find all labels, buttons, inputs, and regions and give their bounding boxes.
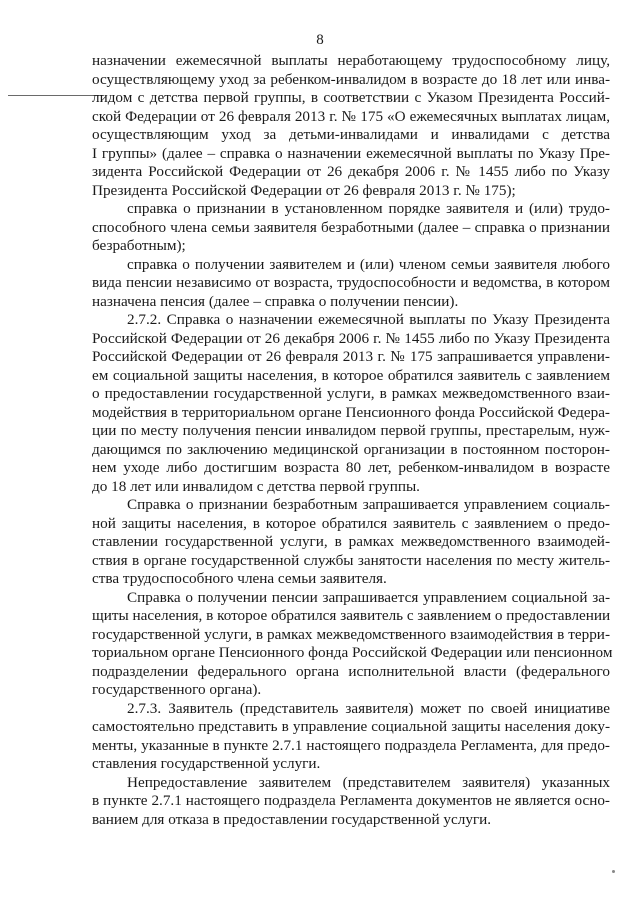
text-line: ториальном органе Пенсионного фонда Российской Федерации или пенсионном xyxy=(92,644,613,661)
page-number: 8 xyxy=(316,32,324,48)
text-line: Непредоставление заявителем (представителем заявителя) указанных xyxy=(127,773,610,791)
paragraph xyxy=(92,52,610,200)
paragraph xyxy=(92,256,610,312)
paragraph xyxy=(92,774,610,830)
text-line: дающимся по заключению медицинской организации в постоянном посторон- xyxy=(92,440,610,458)
text-line: самостоятельно представить в управление социальной защиты населения доку- xyxy=(92,718,610,735)
text-line: менты, указанные в пункте 2.7.1 настоящего подраздела Регламента, для предо- xyxy=(92,736,610,754)
text-line: щиты населения, в которое обратился заявитель с заявлением о предоставлении xyxy=(92,607,611,624)
text-line: ской Федерации от 26 февраля 2013 г. № 175 «О ежемесячных выплатах лицам, xyxy=(92,107,610,125)
text-line: осуществляющим уход за детьми-инвалидами и инвалидами с детства xyxy=(92,126,610,143)
text-line: о предоставлении государственной услуги, в рамках межведомственного взаи- xyxy=(92,385,610,402)
text-line: способного члена семьи заявителя безработными (далее – справка о признании xyxy=(92,218,610,236)
document-body xyxy=(92,52,613,829)
text-line: Президента Российской Федерации от 26 февраля 2013 г. № 175); xyxy=(92,181,516,199)
paragraph xyxy=(92,496,610,589)
text-line: ной защиты населения, в которое обратился заявитель с заявлением о предо- xyxy=(92,514,610,532)
text-line: государственного органа). xyxy=(92,681,262,698)
text-line: Российской Федерации от 26 февраля 2013 г. № 175 запрашивается управлени- xyxy=(92,348,610,365)
scan-artifact-line xyxy=(8,95,104,96)
text-line: лидом с детства первой группы, в соответствии с Указом Президента Россий- xyxy=(92,89,610,106)
text-line: ства трудоспособного члена семьи заявителя. xyxy=(92,570,387,587)
text-line: нем уходе либо достигшим возраста 80 лет, ребенком-инвалидом в возрасте xyxy=(92,459,610,476)
text-line: I группы» (далее – справка о назначении ежемесячной выплаты по Указу Пре- xyxy=(92,144,610,162)
text-line: 2.7.2. Справка о назначении ежемесячной выплаты по Указу Президента xyxy=(127,311,610,328)
text-line: ставления государственной услуги. xyxy=(92,755,321,772)
text-line: справка о признании в установленном порядке заявителя и (или) трудо- xyxy=(127,200,610,217)
text-line: осуществляющему уход за ребенком-инвалидом в возрасте до 18 лет или инва- xyxy=(92,70,610,88)
paragraph xyxy=(92,588,613,700)
text-line: справка о получении заявителем и (или) членом семьи заявителя любого xyxy=(127,255,610,273)
text-line: ем социальной защиты населения, в которое обратился заявитель с заявлением xyxy=(92,366,610,384)
text-line: назначении ежемесячной выплаты неработающему трудоспособному лицу, xyxy=(92,52,610,69)
text-line: безработным); xyxy=(92,237,186,254)
paragraph xyxy=(92,700,610,774)
text-line: назначена пенсия (далее – справка о получении пенсии). xyxy=(92,292,459,310)
text-line: вида пенсии независимо от возраста, трудоспособности и ведомства, в котором xyxy=(92,274,610,291)
scan-artifact-dot xyxy=(612,870,615,873)
text-line: Справка о признании безработным запрашивается управлением социаль- xyxy=(127,496,610,513)
text-line: ставлении государственной услуги, в рамках межведомственного взаимодей- xyxy=(92,533,610,550)
paragraph xyxy=(92,200,610,256)
text-line: ствия в органе государственной службы занятости населения по месту житель- xyxy=(92,551,610,569)
text-line: в пункте 2.7.1 настоящего подраздела Регламента документов не является осно- xyxy=(92,792,610,809)
text-line: Российской Федерации от 26 декабря 2006 г. № 1455 либо по Указу Президента xyxy=(92,329,610,347)
text-line: государственной услуги, в рамках межведомственного взаимодействия в терри- xyxy=(92,625,610,643)
text-line: ции по месту получения пенсии инвалидом первой группы, престарелым, нуж- xyxy=(92,422,610,439)
text-line: Справка о получении пенсии запрашивается управлением социальной за- xyxy=(127,588,610,606)
text-line: до 18 лет или инвалидом с детства первой группы. xyxy=(92,477,420,495)
text-line: модействия в территориальном органе Пенсионного фонда Российской Федера- xyxy=(92,403,610,421)
text-line: ванием для отказа в предоставлении государственной услуги. xyxy=(92,810,492,828)
text-line: 2.7.3. Заявитель (представитель заявителя) может по своей инициативе xyxy=(127,699,610,717)
text-line: зидента Российской Федерации от 26 декабря 2006 г. № 1455 либо по Указу xyxy=(92,163,610,180)
paragraph xyxy=(92,311,610,496)
text-line: подразделении федерального органа исполнительной власти (федерального xyxy=(92,662,610,680)
